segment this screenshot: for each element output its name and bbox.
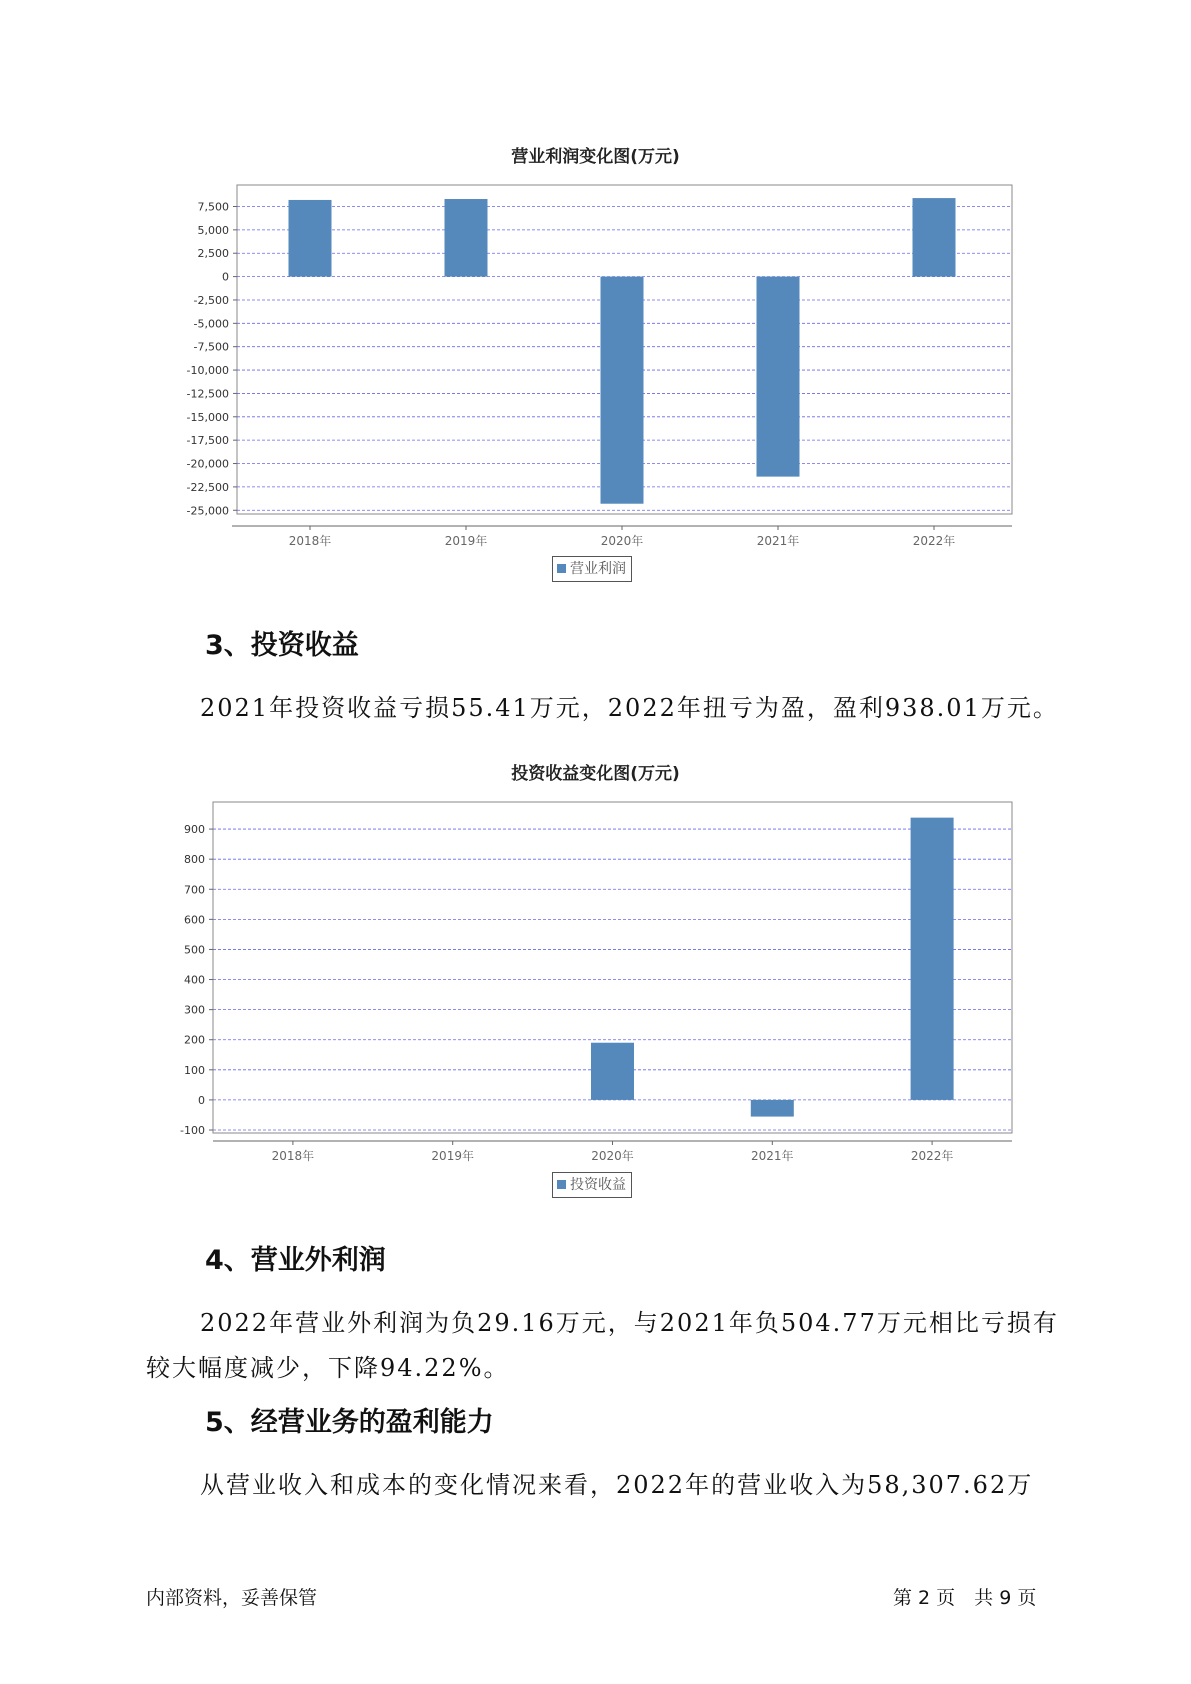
y-tick-label: 400	[184, 973, 205, 987]
x-tick-label: 2022年	[910, 1149, 954, 1163]
y-tick-label: -7,500	[193, 340, 229, 354]
x-tick-label: 2018年	[288, 534, 332, 548]
y-tick-label: -10,000	[186, 364, 229, 378]
footer-confidential: 内部资料，妥善保管	[146, 1587, 318, 1609]
y-tick-label: -2,500	[193, 293, 229, 307]
y-tick-label: 900	[184, 823, 205, 837]
chart1-legend-label: 营业利润	[570, 561, 626, 577]
y-tick-label: 2,500	[197, 247, 229, 261]
bar	[911, 818, 954, 1100]
x-tick-label: 2022年	[912, 534, 956, 548]
x-tick-label: 2019年	[431, 1149, 474, 1163]
chart2-title: 投资收益变化图(万元)	[511, 764, 680, 784]
y-tick-label: -5,000	[193, 317, 229, 331]
y-tick-label: 7,500	[197, 200, 229, 214]
x-tick-label: 2018年	[271, 1149, 315, 1163]
y-tick-label: -25,000	[186, 504, 229, 518]
chart1-title: 营业利润变化图(万元)	[511, 147, 680, 167]
chart2-legend-label: 投资收益	[570, 1177, 626, 1193]
y-tick-label: -20,000	[186, 457, 229, 471]
y-tick-label: 700	[184, 883, 205, 897]
y-tick-label: 0	[198, 1093, 205, 1107]
x-tick-label: 2020年	[600, 534, 644, 548]
section4-paragraph-line2: 较大幅度减少，下降94.22%。	[146, 1354, 510, 1382]
y-tick-label: -15,000	[186, 410, 229, 424]
y-tick-label: 600	[184, 913, 205, 927]
y-tick-label: -22,500	[186, 480, 229, 494]
bar	[591, 1043, 634, 1100]
y-tick-label: -100	[180, 1123, 205, 1137]
section3-paragraph: 2021年投资收益亏损55.41万元，2022年扭亏为盈，盈利938.01万元。	[200, 694, 1059, 722]
y-tick-label: -17,500	[186, 434, 229, 448]
x-tick-label: 2021年	[756, 534, 800, 548]
y-tick-label: -12,500	[186, 387, 229, 401]
section5-paragraph: 从营业收入和成本的变化情况来看，2022年的营业收入为58,307.62万	[200, 1471, 1034, 1499]
section5-heading: 5、经营业务的盈利能力	[205, 1407, 494, 1438]
x-tick-label: 2019年	[444, 534, 488, 548]
x-tick-label: 2020年	[591, 1149, 634, 1163]
footer-page-number: 第 2 页 共 9 页	[893, 1587, 1037, 1609]
y-tick-label: 200	[184, 1033, 205, 1047]
section3-heading: 3、投资收益	[205, 630, 359, 661]
chart2-legend	[552, 1172, 632, 1198]
y-tick-label: 100	[184, 1063, 205, 1077]
bar	[751, 1100, 794, 1117]
y-tick-label: 300	[184, 1003, 205, 1017]
y-tick-label: 500	[184, 943, 205, 957]
section4-paragraph-line1: 2022年营业外利润为负29.16万元，与2021年负504.77万元相比亏损有	[200, 1309, 1059, 1337]
section4-heading: 4、营业外利润	[205, 1245, 386, 1276]
y-tick-label: 800	[184, 853, 205, 867]
x-tick-label: 2021年	[751, 1149, 794, 1163]
y-tick-label: 5,000	[197, 223, 229, 237]
legend-swatch	[557, 1180, 566, 1189]
y-tick-label: 0	[222, 270, 229, 284]
